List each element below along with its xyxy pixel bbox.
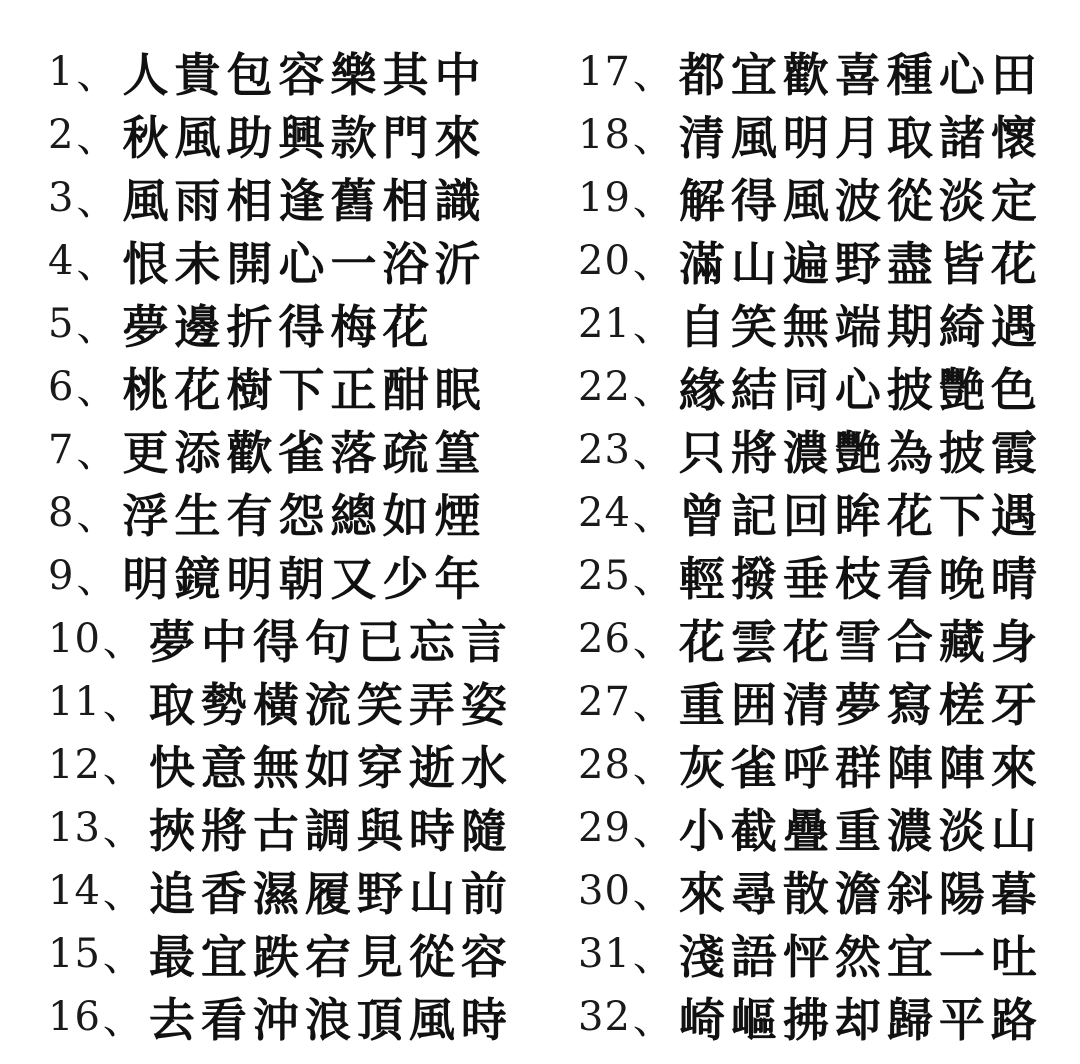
verse-text: 最宜跌宕見從容: [148, 929, 513, 984]
separator: 、: [76, 430, 117, 476]
verse-line: [578, 796, 1048, 859]
verse-line: [48, 922, 548, 985]
verse-line: [578, 166, 1048, 229]
separator: 、: [632, 556, 673, 602]
verse-text: 只將濃艷為披霞: [678, 425, 1043, 480]
verse-line: [578, 229, 1048, 292]
line-number: 29: [578, 804, 631, 851]
verse-text: 崎嶇拂却歸平路: [678, 992, 1043, 1047]
verse-text: 風雨相逢舊相識: [122, 173, 487, 228]
verse-text: 花雲花雪合藏身: [678, 614, 1043, 669]
verse-line: [48, 859, 548, 922]
line-number: 5: [48, 300, 75, 347]
line-number: 16: [48, 993, 101, 1040]
verse-line: [48, 544, 548, 607]
separator: 、: [632, 52, 673, 98]
separator: 、: [102, 997, 143, 1043]
verse-line: [48, 40, 548, 103]
verse-text: 挾將古調與時隨: [148, 803, 513, 858]
separator: 、: [632, 808, 673, 854]
separator: 、: [76, 367, 117, 413]
verse-line: [48, 670, 548, 733]
line-number: 13: [48, 804, 101, 851]
line-number: 10: [48, 615, 101, 662]
right-column: [578, 40, 1048, 1048]
verse-text: 滿山遍野盡皆花: [678, 236, 1043, 291]
separator: 、: [102, 871, 143, 917]
verse-line: [578, 733, 1048, 796]
separator: 、: [76, 115, 117, 161]
separator: 、: [632, 493, 673, 539]
line-number: 24: [578, 489, 631, 536]
line-number: 31: [578, 930, 631, 977]
separator: 、: [76, 52, 117, 98]
line-number: 12: [48, 741, 101, 788]
line-number: 27: [578, 678, 631, 725]
verse-text: 曾記回眸花下遇: [678, 488, 1043, 543]
line-number: 9: [48, 552, 75, 599]
verse-line: [48, 985, 548, 1048]
line-number: 7: [48, 426, 75, 473]
separator: 、: [632, 304, 673, 350]
verse-text: 人貴包容樂其中: [122, 47, 487, 102]
line-number: 32: [578, 993, 631, 1040]
verse-line: [578, 103, 1048, 166]
verse-text: 都宜歡喜種心田: [678, 47, 1043, 102]
verse-text: 緣結同心披艷色: [678, 362, 1043, 417]
line-number: 19: [578, 174, 631, 221]
verse-line: [48, 229, 548, 292]
verse-line: [578, 544, 1048, 607]
verse-text: 重囲清夢寫槎牙: [678, 677, 1043, 732]
verse-line: [48, 292, 548, 355]
verse-line: [578, 418, 1048, 481]
line-number: 15: [48, 930, 101, 977]
verse-text: 浮生有怨總如煙: [122, 488, 487, 543]
separator: 、: [632, 430, 673, 476]
separator: 、: [632, 871, 673, 917]
verse-line: [48, 103, 548, 166]
separator: 、: [632, 682, 673, 728]
separator: 、: [632, 241, 673, 287]
verse-line: [48, 796, 548, 859]
line-number: 6: [48, 363, 75, 410]
separator: 、: [632, 115, 673, 161]
line-number: 1: [48, 48, 75, 95]
verse-text: 桃花樹下正酣眠: [122, 362, 487, 417]
separator: 、: [76, 178, 117, 224]
separator: 、: [632, 619, 673, 665]
line-number: 22: [578, 363, 631, 410]
verse-text: 夢邊折得梅花: [122, 299, 435, 354]
verse-text: 自笑無端期綺遇: [678, 299, 1043, 354]
line-number: 25: [578, 552, 631, 599]
verse-line: [578, 481, 1048, 544]
verse-text: 取勢橫流笑弄姿: [148, 677, 513, 732]
verse-line: [48, 355, 548, 418]
verse-text: 淺語怦然宜一吐: [678, 929, 1043, 984]
verse-text: 快意無如穿逝水: [148, 740, 513, 795]
line-number: 28: [578, 741, 631, 788]
verse-text: 解得風波從淡定: [678, 173, 1043, 228]
line-number: 20: [578, 237, 631, 284]
verse-line: [578, 859, 1048, 922]
line-number: 11: [48, 678, 101, 725]
separator: 、: [632, 745, 673, 791]
verse-line: [48, 418, 548, 481]
line-number: 4: [48, 237, 75, 284]
line-number: 21: [578, 300, 631, 347]
verse-line: [578, 355, 1048, 418]
verse-line: [578, 670, 1048, 733]
verse-text: 去看沖浪頂風時: [148, 992, 513, 1047]
verse-text: 更添歡雀落疏篁: [122, 425, 487, 480]
line-number: 30: [578, 867, 631, 914]
separator: 、: [76, 493, 117, 539]
verse-line: [578, 40, 1048, 103]
separator: 、: [632, 997, 673, 1043]
verse-text: 恨未開心一浴沂: [122, 236, 487, 291]
separator: 、: [632, 934, 673, 980]
line-number: 3: [48, 174, 75, 221]
line-number: 14: [48, 867, 101, 914]
verse-text: 追香濕履野山前: [148, 866, 513, 921]
verse-text: 來尋散澹斜陽暮: [678, 866, 1043, 921]
verse-line: [48, 481, 548, 544]
separator: 、: [632, 178, 673, 224]
line-number: 8: [48, 489, 75, 536]
separator: 、: [76, 304, 117, 350]
verse-text: 秋風助興款門來: [122, 110, 487, 165]
separator: 、: [102, 745, 143, 791]
line-number: 17: [578, 48, 631, 95]
verse-line: [48, 607, 548, 670]
separator: 、: [102, 619, 143, 665]
separator: 、: [102, 934, 143, 980]
separator: 、: [102, 682, 143, 728]
verse-line: [578, 292, 1048, 355]
line-number: 18: [578, 111, 631, 158]
verse-line: [578, 985, 1048, 1048]
verse-line: [578, 922, 1048, 985]
separator: 、: [102, 808, 143, 854]
verse-line: [48, 733, 548, 796]
verse-text: 夢中得句已忘言: [148, 614, 513, 669]
separator: 、: [632, 367, 673, 413]
separator: 、: [76, 241, 117, 287]
verse-text: 清風明月取諸懷: [678, 110, 1043, 165]
verse-text: 明鏡明朝又少年: [122, 551, 487, 606]
verse-line: [578, 607, 1048, 670]
verse-text: 小截疊重濃淡山: [678, 803, 1043, 858]
line-number: 23: [578, 426, 631, 473]
verse-text: 灰雀呼群陣陣來: [678, 740, 1043, 795]
line-number: 2: [48, 111, 75, 158]
verse-text: 輕撥垂枝看晚晴: [678, 551, 1043, 606]
verse-line: [48, 166, 548, 229]
separator: 、: [76, 556, 117, 602]
line-number: 26: [578, 615, 631, 662]
left-column: [48, 40, 548, 1048]
